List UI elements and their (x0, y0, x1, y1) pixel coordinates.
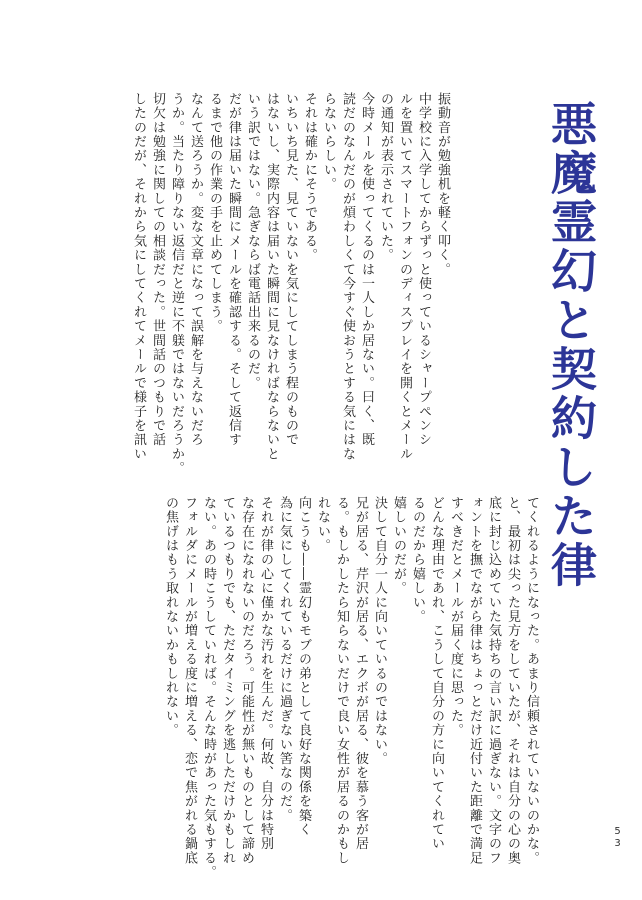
body-text-lower: てくれるようになった。あまり信頼されていないのかな。 と、最初は尖った見方をしていたが、それは自分の心の奥 底に封じ込めていた気持ちの言い訳に過ぎない。文字のフ ォントを撫でながら律はちょっとだけ近付いた距離で満足 すべきだとメールが届く度に思った。 どんな理由であれ、こうして自分の方に向いてくれてい るのだから嬉しい。 嬉しいのだが。 決して自分一人に向いているのではない。 兄が居る、芹沢が居る、エクボが居る、彼を慕う客が居 る。もしかしたら知らないだけで良い女性が居るのかもし れない。 向こうも――霊幻もモブの弟として良好な関係を築く 為に気にしてくれているだけに過ぎない筈なのだ。 それが律の心に僅かな汚れを生んだ。何故、自分は特別 な存在になれないのだろう。可能性が無いものとして諦め ているつもりでも、ただタイミングを逃しただけかもしれ ない。あの時こうしていれば。そんな時があった気もする。 フォルダにメールが増える度に増える、恋で焦がれる鍋底 の焦げはもう取れないかもしれない。 (163, 496, 539, 880)
body-text-upper: 振動音が勉強机を軽く叩く。 中学校に入学してからずっと使っているシャープペンシ ルを置いてスマートフォンのディスプレイを開くとメール の通知が表示されていた。 今時メールを使ってくるのは一人しか居ない。曰く、既 読だのなんだのが煩わしくて今すぐ使おうとする気にはな らないらしい。 それは確かにそうである。 いちいち見た、見ていないを気にしてしまう程のもので はないし、実際内容は届いた瞬間に見なければならないと いう訳ではない。急ぎならば電話出来るのだ。 だが律は届いた瞬間にメールを確認する。そして返信す るまで他の作業の手を止めてしまう。 なんて送ろうか。変な文章になって誤解を与えないだろ うか。当たり障りない返信だと逆に不躾ではないだろうか。 切欠は勉強に関しての相談だった。世間話のつもりで話 したのだが、それから気にしてくれてメールで様子を訊い (131, 92, 450, 476)
story-title: 悪魔霊幻と契約した律 (544, 100, 598, 590)
page-number: 53 (612, 826, 623, 850)
